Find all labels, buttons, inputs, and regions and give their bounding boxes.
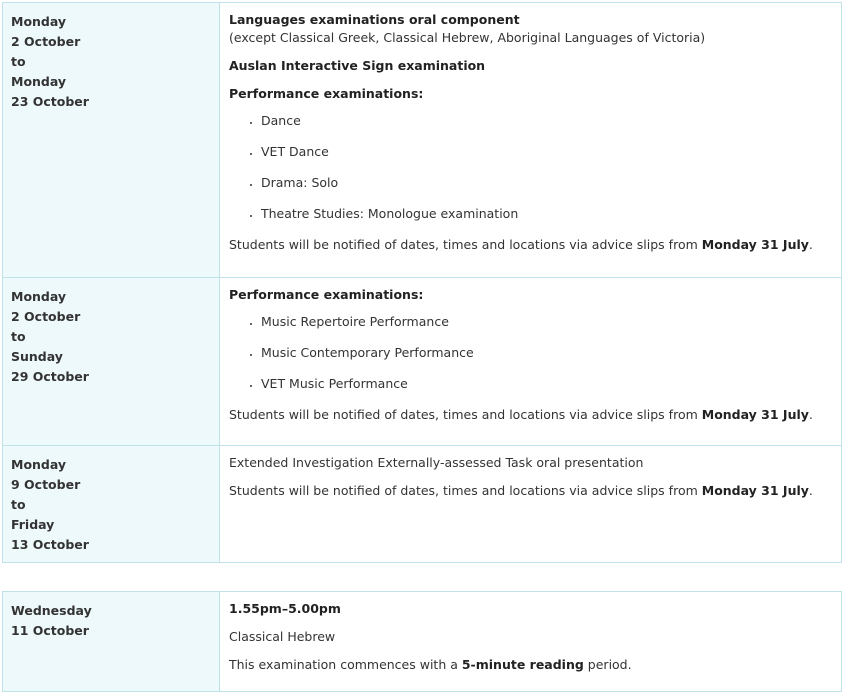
- date-cell: [3, 278, 220, 446]
- note-text: Students will be notified of dates, times and locations via advice slips from: [229, 237, 702, 252]
- exam-line: Extended Investigation Externally-assessed Task oral presentation: [229, 455, 644, 470]
- exam-heading-sub: (except Classical Greek, Classical Hebrew, Aboriginal Languages of Victoria): [229, 30, 706, 45]
- note-date: Monday 31 July: [701, 407, 809, 422]
- note-text: Students will be notified of dates, times and locations via advice slips from: [229, 483, 702, 498]
- date-line: Friday: [11, 517, 55, 532]
- list-item: • Dance: [261, 112, 833, 130]
- date-line: 2 October: [11, 309, 81, 324]
- date-line: 13 October: [11, 537, 89, 552]
- notification-note: [229, 236, 833, 254]
- description-cell: [220, 446, 842, 563]
- note-end: .: [808, 483, 813, 498]
- schedule-table: [2, 2, 842, 563]
- exam-time: 1.55pm–5.00pm: [229, 601, 341, 616]
- date-line: to: [11, 497, 26, 512]
- list-item: • VET Dance: [261, 143, 833, 161]
- exam-table: [2, 591, 842, 692]
- note-date: Monday 31 July: [701, 237, 809, 252]
- exam-heading: Auslan Interactive Sign examination: [229, 58, 486, 73]
- exam-heading: Languages examinations oral component: [229, 12, 520, 27]
- exam-list: [229, 313, 833, 393]
- description-cell: [220, 278, 842, 446]
- date-cell: [3, 3, 220, 278]
- date-cell: [3, 446, 220, 563]
- note-text: This examination commences with a: [229, 657, 462, 672]
- date-line: to: [11, 329, 26, 344]
- exam-list: [229, 112, 833, 223]
- date-cell: [3, 592, 220, 692]
- date-line: 29 October: [11, 369, 89, 384]
- note-end: period.: [583, 657, 632, 672]
- note-date: Monday 31 July: [701, 483, 809, 498]
- date-line: Monday: [11, 74, 67, 89]
- notification-note: [229, 482, 833, 500]
- schedule-row: [3, 3, 842, 278]
- exam-note: [229, 656, 833, 674]
- description-cell: [220, 592, 842, 692]
- exam-subject: Classical Hebrew: [229, 629, 336, 644]
- date-line: 11 October: [11, 623, 89, 638]
- note-text: Students will be notified of dates, times and locations via advice slips from: [229, 407, 702, 422]
- description-cell: [220, 3, 842, 278]
- list-item: • VET Music Performance: [261, 375, 833, 393]
- date-line: Monday: [11, 14, 67, 29]
- date-line: Monday: [11, 289, 67, 304]
- date-line: Monday: [11, 457, 67, 472]
- date-line: 2 October: [11, 34, 81, 49]
- date-line: 9 October: [11, 477, 81, 492]
- exam-heading: Performance examinations:: [229, 86, 424, 101]
- exam-row: [3, 592, 842, 692]
- note-bold: 5-minute reading: [461, 657, 584, 672]
- date-line: to: [11, 54, 26, 69]
- list-item: • Music Contemporary Performance: [261, 344, 833, 362]
- list-item: • Drama: Solo: [261, 174, 833, 192]
- date-line: 23 October: [11, 94, 89, 109]
- date-line: Sunday: [11, 349, 63, 364]
- schedule-row: [3, 278, 842, 446]
- note-end: .: [808, 237, 813, 252]
- list-item: • Theatre Studies: Monologue examination: [261, 205, 833, 223]
- exam-heading: Performance examinations:: [229, 287, 424, 302]
- notification-note: [229, 406, 833, 424]
- date-line: Wednesday: [11, 603, 92, 618]
- list-item: • Music Repertoire Performance: [261, 313, 833, 331]
- schedule-row: [3, 446, 842, 563]
- note-end: .: [808, 407, 813, 422]
